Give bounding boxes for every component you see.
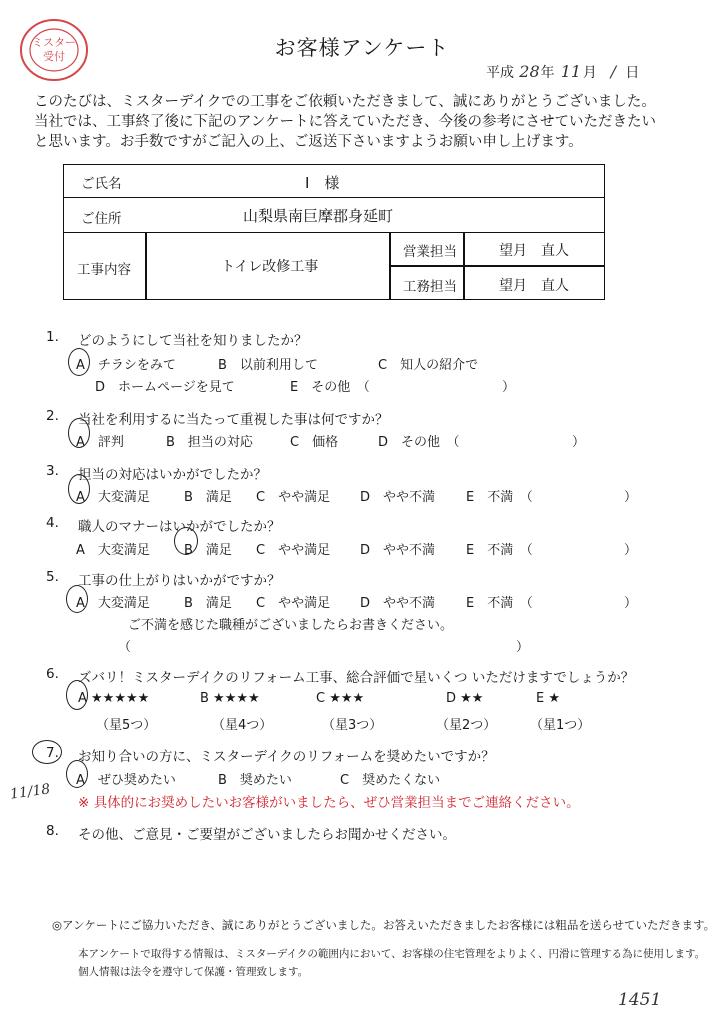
q2-option-d-close: ）: [572, 435, 586, 450]
q4-answer-circle: [174, 527, 198, 555]
intro-line: 当社では、工事終了後に下記のアンケートに答えていただき、今後の参考にさせていただきたい: [34, 114, 657, 130]
work-value: トイレ改修工事: [221, 259, 319, 275]
construction-value: 望月 直人: [499, 278, 569, 294]
q4-option-b[interactable]: B 満足: [184, 543, 232, 558]
q6-option-d-sub: （星2つ）: [436, 718, 497, 733]
customer-info-table: [63, 164, 605, 300]
intro-text: [34, 92, 704, 152]
q7-option-b[interactable]: B 奨めたい: [218, 773, 292, 788]
q4-option-e[interactable]: E 不満 （: [466, 543, 533, 558]
q5-option-d[interactable]: D やや不満: [360, 596, 436, 611]
q6-option-b-sub: （星4つ）: [212, 718, 273, 733]
q5-number: 5.: [46, 569, 59, 585]
q2-option-a[interactable]: A 評判: [76, 435, 124, 450]
q1-text: どのようにして当社を知りましたか？: [78, 333, 308, 349]
sales-label: 営業担当: [403, 244, 457, 260]
intro-line: と思います。お手数ですがご記入の上、ご返送下さいますようお願い申し上げます。: [34, 134, 583, 150]
q4-option-d[interactable]: D やや不満: [360, 543, 436, 558]
work-label: 工事内容: [77, 262, 131, 278]
date-month: 11: [560, 62, 582, 81]
q5-option-c[interactable]: C やや満足: [256, 596, 331, 611]
svg-text:ミスター: ミスター: [32, 36, 76, 49]
q2-number: 2.: [46, 408, 59, 424]
q2-text: 当社を利用するに当たって重視した事は何ですか？: [78, 412, 389, 428]
q5-option-e-close: ）: [624, 596, 638, 611]
q5-option-a[interactable]: A 大変満足: [76, 596, 150, 611]
q7-number-circle: [32, 740, 62, 764]
q5-sub-open: （: [118, 640, 132, 655]
q7-text: お知り合いの方に、ミスターデイクのリフォームを奨めたいですか？: [78, 749, 495, 765]
q4-option-c[interactable]: C やや満足: [256, 543, 331, 558]
q1-number: 1.: [46, 329, 59, 345]
q1-option-e[interactable]: E その他 （: [290, 380, 370, 395]
footer-privacy-2: 個人情報は法令を遵守して保護・管理致します。: [78, 966, 309, 978]
q3-text: 担当の対応はいかがでしたか？: [78, 467, 267, 483]
q6-option-b[interactable]: B ★★★★: [200, 691, 260, 706]
q5-option-b[interactable]: B 満足: [184, 596, 232, 611]
q6-answer-circle: [66, 680, 88, 710]
q6-option-e-sub: （星1つ）: [530, 718, 591, 733]
q2-option-c[interactable]: C 価格: [290, 435, 339, 450]
q1-answer-circle: [68, 348, 90, 376]
q8-number: 8.: [46, 823, 59, 839]
q6-option-a-sub: （星5つ）: [96, 718, 157, 733]
footer-thanks: ◎アンケートにご協力いただき、誠にありがとうございました。お答えいただきましたお客様には粗品を送らせていただきます。: [52, 918, 716, 932]
q1-option-d[interactable]: D ホームページを見て: [95, 380, 235, 395]
q3-option-d[interactable]: D やや不満: [360, 490, 436, 505]
q3-option-a[interactable]: A 大変満足: [76, 490, 150, 505]
name-label: ご氏名: [81, 176, 122, 192]
q7-note: ※ 具体的にお奨めしたいお客様がいましたら、ぜひ営業担当までご連絡ください。: [78, 795, 580, 811]
q6-option-a[interactable]: A ★★★★★: [78, 691, 150, 706]
q4-text: 職人のマナーはいかがでしたか？: [78, 519, 281, 535]
q1-option-e-close: ）: [502, 380, 516, 395]
q4-option-a[interactable]: A 大変満足: [76, 543, 150, 558]
q4-number: 4.: [46, 515, 59, 531]
name-value: I 様: [305, 174, 340, 192]
q4-option-e-close: ）: [624, 543, 638, 558]
q3-option-e-close: ）: [624, 490, 638, 505]
q2-answer-circle: [68, 418, 90, 448]
q5-text: 工事の仕上がりはいかがですか？: [78, 573, 281, 589]
address-label: ご住所: [81, 211, 122, 227]
date-day: /: [610, 62, 617, 81]
page-number: 1451: [618, 990, 662, 1010]
q5-option-e[interactable]: E 不満 （: [466, 596, 533, 611]
address-value: 山梨県南巨摩郡身延町: [243, 207, 394, 225]
survey-date: 平成 28年 11 月 / 日: [486, 62, 640, 81]
q5-sub-close: ）: [516, 640, 530, 655]
q5-answer-circle: [66, 585, 88, 613]
q5-sub-text: ご不満を感じた職種がございましたらお書きください。: [128, 618, 454, 633]
q8-text: その他、ご意見・ご要望がございましたらお聞かせください。: [78, 827, 456, 843]
q3-option-b[interactable]: B 満足: [184, 490, 232, 505]
svg-text:受付: 受付: [43, 50, 65, 63]
q6-option-e[interactable]: E ★: [536, 691, 561, 706]
handwritten-date-note: 11/18: [9, 781, 52, 803]
page-title: お客様アンケート: [274, 36, 450, 60]
q3-answer-circle: [68, 474, 90, 504]
q3-number: 3.: [46, 463, 59, 479]
q1-option-a[interactable]: A チラシをみて: [76, 358, 176, 373]
q1-option-b[interactable]: B 以前利用して: [218, 358, 318, 373]
q7-number: 7.: [46, 745, 59, 761]
q2-option-b[interactable]: B 担当の対応: [166, 435, 253, 450]
intro-line: このたびは、ミスターデイクでの工事をご依頼いただきまして、誠にありがとうございました。: [34, 94, 656, 110]
q6-option-c-sub: （星3つ）: [322, 718, 383, 733]
q1-option-c[interactable]: C 知人の紹介で: [378, 358, 479, 373]
date-year: 28: [519, 62, 540, 81]
footer-privacy-1: 本アンケートで取得する情報は、ミスターデイクの範囲内において、お客様の住宅管理をよりよく、円滑に管理する為に使用します。: [78, 948, 706, 960]
q6-number: 6.: [46, 666, 59, 682]
q6-option-d[interactable]: D ★★: [446, 691, 484, 706]
construction-label: 工務担当: [403, 279, 457, 295]
q2-option-d[interactable]: D その他 （: [378, 435, 460, 450]
q6-text: ズバリ！ミスターデイクのリフォーム工事、総合評価で星いくつ いただけますでしょうか？: [78, 670, 635, 686]
q3-option-c[interactable]: C やや満足: [256, 490, 331, 505]
q7-answer-circle: [66, 760, 88, 788]
sales-value: 望月 直人: [499, 243, 569, 259]
q7-option-c[interactable]: C 奨めたくない: [340, 773, 441, 788]
q3-option-e[interactable]: E 不満 （: [466, 490, 533, 505]
q7-option-a[interactable]: A ぜひ奨めたい: [76, 773, 176, 788]
q6-option-c[interactable]: C ★★★: [316, 691, 365, 706]
